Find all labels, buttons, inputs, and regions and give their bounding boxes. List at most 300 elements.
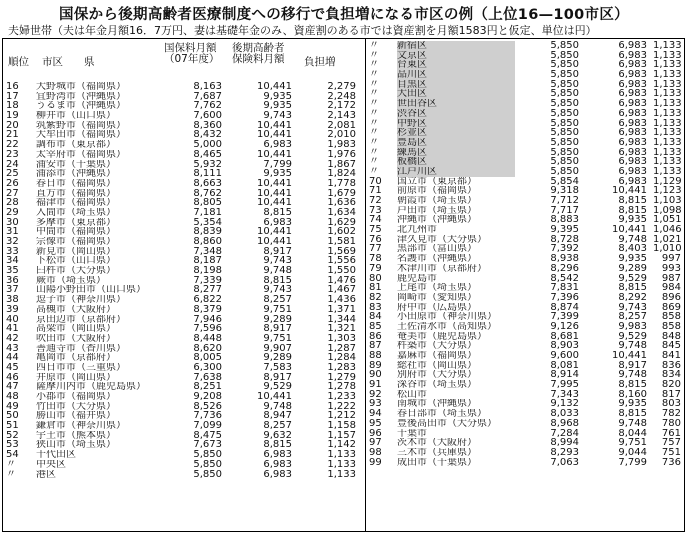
row-city: 高梁市（岡山県） xyxy=(36,324,116,334)
row-increase: 836 xyxy=(661,359,681,371)
row-city: 京田辺市（京都府） xyxy=(36,314,126,325)
row-kokuho: 7,392 xyxy=(550,243,579,255)
row-kokuho: 7,099 xyxy=(193,420,222,432)
row-koki: 8,257 xyxy=(263,420,292,432)
row-increase: 1,867 xyxy=(327,158,356,170)
row-city: 豊島区 xyxy=(397,138,515,148)
table-row xyxy=(4,411,364,421)
row-city: 目黒区 xyxy=(397,80,515,90)
header-kokuho: 国保料月額（07年度） xyxy=(164,42,220,65)
row-rank: 44 xyxy=(6,352,19,364)
row-increase: 1,133 xyxy=(653,88,682,100)
row-rank: 〃 xyxy=(369,136,379,148)
row-koki: 6,983 xyxy=(263,468,292,480)
row-increase: 1,133 xyxy=(653,69,682,81)
row-kokuho: 8,296 xyxy=(550,262,579,274)
row-rank: 90 xyxy=(369,369,382,381)
row-koki: 9,743 xyxy=(263,284,292,296)
row-koki: 10,441 xyxy=(612,185,647,197)
row-kokuho: 5,850 xyxy=(193,468,222,480)
row-rank: 〃 xyxy=(369,107,379,119)
row-koki: 6,983 xyxy=(263,139,292,151)
row-city: 蕨市（埼玉県） xyxy=(36,275,106,286)
row-city: 四日市市（三重県） xyxy=(36,362,126,373)
row-rank: 25 xyxy=(6,168,19,180)
row-kokuho: 7,339 xyxy=(193,274,222,286)
row-increase: 1,344 xyxy=(327,313,356,325)
row-city: 春日部市（埼玉県） xyxy=(397,409,487,419)
row-increase: 1,129 xyxy=(653,175,682,187)
row-koki: 9,751 xyxy=(263,332,292,344)
row-koki: 8,815 xyxy=(263,206,292,218)
row-koki: 9,748 xyxy=(618,369,647,381)
row-rank: 〃 xyxy=(369,78,379,90)
row-city: 沖縄市（沖縄県） xyxy=(397,215,477,226)
row-kokuho: 8,994 xyxy=(550,437,579,449)
row-kokuho: 6,822 xyxy=(193,294,222,306)
table-row xyxy=(4,160,364,170)
row-koki: 8,257 xyxy=(263,294,292,306)
row-koki: 9,935 xyxy=(618,398,647,410)
row-kokuho: 8,663 xyxy=(193,177,222,189)
row-city: 木津川市（京都府） xyxy=(397,263,487,274)
row-rank: 77 xyxy=(369,243,382,255)
row-rank: 71 xyxy=(369,185,382,197)
row-city: 府中市（広島県） xyxy=(397,302,477,313)
row-increase: 1,436 xyxy=(327,294,356,306)
row-koki: 9,935 xyxy=(618,214,647,226)
row-kokuho: 9,208 xyxy=(193,391,222,402)
row-koki: 8,917 xyxy=(263,323,292,335)
row-city: 中間市（福岡県） xyxy=(36,227,116,238)
row-increase: 803 xyxy=(661,398,681,410)
row-city: 別府市（大分県） xyxy=(397,370,477,381)
row-increase: 1,321 xyxy=(327,323,356,335)
row-koki: 9,748 xyxy=(618,340,647,352)
row-city: 小郡市（福岡県） xyxy=(36,392,116,402)
row-city: 浦安市（千葉県） xyxy=(36,159,116,170)
row-koki: 6,983 xyxy=(618,117,647,129)
table-row xyxy=(4,431,364,441)
row-city: 豊後高田市（大分県） xyxy=(397,418,497,429)
row-city: 国立市（東京都） xyxy=(397,176,477,187)
row-koki: 9,751 xyxy=(618,437,647,449)
row-koki: 6,983 xyxy=(618,88,647,100)
row-koki: 9,935 xyxy=(263,90,292,102)
row-rank: 83 xyxy=(369,301,382,313)
row-kokuho: 7,946 xyxy=(193,313,222,325)
document-subtitle: 夫婦世帯（夫は年金月額16．7万円、妻は基礎年金のみ、資産割のある市では資産割を月額1583円と仮定、単位は円） xyxy=(8,24,597,37)
row-rank: 79 xyxy=(369,262,382,274)
row-city: 直方市（福岡県） xyxy=(36,188,116,199)
row-city: 福津市（福岡県） xyxy=(36,198,116,208)
row-kokuho: 7,762 xyxy=(193,100,222,112)
row-rank: 78 xyxy=(369,253,382,265)
row-city: 鹿児島市 xyxy=(397,273,437,284)
row-koki: 8,815 xyxy=(618,204,647,216)
row-increase: 841 xyxy=(661,350,681,361)
row-kokuho: 5,850 xyxy=(550,156,579,168)
table-row xyxy=(4,111,364,121)
table-header-left xyxy=(4,41,364,82)
row-rank: 91 xyxy=(369,379,382,391)
row-kokuho: 5,854 xyxy=(550,175,579,187)
row-koki: 10,441 xyxy=(257,81,292,92)
row-increase: 1,824 xyxy=(327,168,356,180)
row-rank: 〃 xyxy=(369,59,379,71)
row-city: 津久見市（大分県） xyxy=(397,234,487,245)
row-city: 文京区 xyxy=(397,51,515,61)
row-increase: 1,051 xyxy=(653,214,682,226)
row-rank: 〃 xyxy=(369,88,379,100)
row-rank: 〃 xyxy=(6,468,16,480)
row-kokuho: 5,850 xyxy=(550,107,579,119)
header-koki: 後期高齢者保険料月額 xyxy=(232,42,285,65)
row-kokuho: 7,396 xyxy=(550,291,579,303)
row-increase: 1,550 xyxy=(327,265,356,277)
row-city: 深谷市（埼玉県） xyxy=(397,380,477,390)
row-increase: 1,629 xyxy=(327,216,356,228)
row-city: 杵築市（大分県） xyxy=(397,341,477,352)
row-rank: 75 xyxy=(369,224,382,236)
row-increase: 736 xyxy=(661,456,681,468)
table-row xyxy=(4,382,364,392)
row-kokuho: 8,187 xyxy=(193,255,222,267)
row-koki: 9,743 xyxy=(263,255,292,267)
row-city: 品川区 xyxy=(397,70,515,80)
row-city: うるま市（沖縄県） xyxy=(36,101,126,112)
table-row xyxy=(4,450,364,460)
row-rank: 50 xyxy=(6,410,19,422)
row-rank: 31 xyxy=(6,226,19,238)
row-rank: 73 xyxy=(369,204,382,216)
row-increase: 1,158 xyxy=(327,420,356,432)
row-rank: 22 xyxy=(6,139,19,151)
row-city: 茨木市（大阪府） xyxy=(397,438,477,448)
column-divider xyxy=(365,38,366,532)
row-increase: 1,133 xyxy=(653,107,682,119)
row-increase: 1,133 xyxy=(327,458,356,470)
row-city: 台東区 xyxy=(397,60,515,70)
row-increase: 1,133 xyxy=(327,468,356,480)
row-city: 大田区 xyxy=(397,89,515,99)
row-city: 渋谷区 xyxy=(397,109,515,119)
row-koki: 8,257 xyxy=(618,311,647,323)
row-kokuho: 8,251 xyxy=(193,381,222,393)
row-kokuho: 5,850 xyxy=(550,78,579,90)
row-rank: 51 xyxy=(6,420,19,432)
table-row xyxy=(4,121,364,131)
row-kokuho: 7,063 xyxy=(550,456,579,468)
row-city: 鎌倉市（神奈川県） xyxy=(36,421,126,431)
row-increase: 1,556 xyxy=(327,255,356,267)
row-kokuho: 8,914 xyxy=(550,369,579,381)
row-rank: 40 xyxy=(6,313,19,325)
row-rank: 48 xyxy=(6,391,19,402)
row-kokuho: 8,860 xyxy=(193,236,222,247)
row-rank: 53 xyxy=(6,439,19,451)
row-increase: 1,133 xyxy=(653,156,682,168)
row-rank: 93 xyxy=(369,398,382,410)
row-increase: 1,233 xyxy=(327,391,356,402)
table-body-left xyxy=(4,82,364,479)
row-city: 南城市（沖縄県） xyxy=(397,399,477,410)
row-city: 善通寺市（香川県） xyxy=(36,343,126,354)
row-increase: 757 xyxy=(661,437,681,449)
row-kokuho: 6,300 xyxy=(193,361,222,373)
row-city: 新宿区 xyxy=(397,41,515,51)
row-increase: 1,133 xyxy=(653,40,682,51)
header-rank: 順位 xyxy=(8,56,29,68)
row-koki: 8,815 xyxy=(618,195,647,206)
table-row xyxy=(367,458,685,468)
row-kokuho: 8,681 xyxy=(550,330,579,342)
row-increase: 1,133 xyxy=(653,98,682,110)
row-increase: 1,976 xyxy=(327,148,356,160)
row-city: 柳井市（山口県） xyxy=(36,111,116,121)
row-kokuho: 8,903 xyxy=(550,340,579,352)
table-row xyxy=(4,189,364,199)
table-row xyxy=(4,470,364,480)
row-koki: 9,748 xyxy=(263,265,292,277)
row-rank: 86 xyxy=(369,330,382,342)
row-koki: 8,947 xyxy=(263,410,292,422)
row-koki: 10,441 xyxy=(257,187,292,199)
row-increase: 1,133 xyxy=(653,165,682,177)
row-city: 上尾市（埼玉県） xyxy=(397,283,477,293)
row-increase: 1,212 xyxy=(327,410,356,422)
row-city: 松山市 xyxy=(397,389,427,400)
row-koki: 8,160 xyxy=(618,388,647,400)
row-city: 井原市（岡山県） xyxy=(36,372,116,383)
row-increase: 869 xyxy=(661,301,681,313)
row-kokuho: 5,354 xyxy=(193,216,222,228)
row-koki: 9,907 xyxy=(263,342,292,354)
row-kokuho: 5,850 xyxy=(550,40,579,51)
row-koki: 6,983 xyxy=(618,156,647,168)
row-increase: 1,123 xyxy=(653,185,682,197)
table-row xyxy=(4,227,364,237)
row-increase: 2,143 xyxy=(327,110,356,122)
row-kokuho: 7,995 xyxy=(550,379,579,391)
row-rank: 28 xyxy=(6,197,19,209)
row-rank: 33 xyxy=(6,245,19,257)
row-koki: 9,748 xyxy=(618,233,647,245)
row-city: 吹田市（大阪府） xyxy=(36,333,116,344)
row-increase: 1,098 xyxy=(653,204,682,216)
row-city: 調布市（東京都） xyxy=(36,140,116,150)
row-kokuho: 8,448 xyxy=(193,332,222,344)
row-rank: 89 xyxy=(369,359,382,371)
row-increase: 997 xyxy=(661,253,681,265)
row-rank: 21 xyxy=(6,129,19,141)
row-rank: 39 xyxy=(6,303,19,315)
row-koki: 6,983 xyxy=(618,40,647,51)
row-rank: 36 xyxy=(6,274,19,286)
row-kokuho: 8,360 xyxy=(193,119,222,131)
row-koki: 9,748 xyxy=(618,417,647,429)
row-koki: 8,815 xyxy=(618,408,647,420)
row-rank: 72 xyxy=(369,195,382,206)
table-row xyxy=(4,353,364,363)
table-body-right xyxy=(367,41,685,467)
table-row xyxy=(4,150,364,160)
row-kokuho: 7,638 xyxy=(193,371,222,383)
document-title: 国保から後期高齢者医療制度への移行で負担増になる市区の例（上位16—100市区） xyxy=(59,7,629,23)
row-rank: 24 xyxy=(6,158,19,170)
row-increase: 782 xyxy=(661,408,681,420)
row-increase: 1,569 xyxy=(327,245,356,257)
row-koki: 6,983 xyxy=(618,59,647,71)
row-increase: 834 xyxy=(661,369,681,381)
table-row xyxy=(4,92,364,102)
row-kokuho: 9,600 xyxy=(550,350,579,361)
row-kokuho: 7,831 xyxy=(550,282,579,294)
row-increase: 1,133 xyxy=(653,78,682,90)
row-increase: 820 xyxy=(661,379,681,391)
row-rank: 42 xyxy=(6,332,19,344)
row-kokuho: 8,938 xyxy=(550,253,579,265)
row-increase: 1,133 xyxy=(653,127,682,139)
row-kokuho: 5,850 xyxy=(550,146,579,158)
row-city: 江戸川区 xyxy=(397,167,515,177)
row-kokuho: 8,033 xyxy=(550,408,579,420)
row-kokuho: 7,600 xyxy=(193,110,222,122)
row-increase: 1,634 xyxy=(327,206,356,218)
table-row xyxy=(4,324,364,334)
row-rank: 〃 xyxy=(369,156,379,168)
row-city: 宇土市（熊本県） xyxy=(36,430,116,441)
row-kokuho: 7,596 xyxy=(193,323,222,335)
row-increase: 1,284 xyxy=(327,352,356,364)
row-koki: 6,983 xyxy=(618,98,647,110)
row-city: 奄美市（鹿児島県） xyxy=(397,331,487,342)
row-rank: 47 xyxy=(6,381,19,393)
row-koki: 8,917 xyxy=(263,245,292,257)
row-kokuho: 7,181 xyxy=(193,206,222,218)
table-row xyxy=(4,315,364,325)
row-rank: 30 xyxy=(6,216,19,228)
row-rank: 80 xyxy=(369,272,382,284)
table-row xyxy=(4,440,364,450)
row-rank: 98 xyxy=(369,446,382,458)
row-koki: 6,983 xyxy=(263,216,292,228)
row-kokuho: 7,673 xyxy=(193,439,222,451)
row-koki: 8,292 xyxy=(618,291,647,303)
row-city: 三木市（兵庫県） xyxy=(397,447,477,458)
row-kokuho: 7,399 xyxy=(550,311,579,323)
row-increase: 845 xyxy=(661,340,681,352)
row-increase: 1,983 xyxy=(327,139,356,151)
row-city: 杉並区 xyxy=(397,128,515,138)
table-row xyxy=(4,295,364,305)
row-rank: 29 xyxy=(6,206,19,218)
left-table-column xyxy=(4,41,364,479)
row-koki: 6,983 xyxy=(263,458,292,470)
table-row xyxy=(4,82,364,92)
row-increase: 1,222 xyxy=(327,400,356,412)
table-row xyxy=(4,276,364,286)
row-kokuho: 8,081 xyxy=(550,359,579,371)
row-increase: 1,021 xyxy=(653,233,682,245)
table-row xyxy=(4,402,364,412)
row-city: 千代田区 xyxy=(36,450,76,460)
row-kokuho: 5,850 xyxy=(550,165,579,177)
row-koki: 9,529 xyxy=(263,381,292,393)
row-city: 亀岡市（京都府） xyxy=(36,353,116,363)
row-rank: 〃 xyxy=(369,146,379,158)
row-increase: 1,283 xyxy=(327,361,356,373)
row-kokuho: 9,126 xyxy=(550,320,579,332)
row-city: 練馬区 xyxy=(397,148,515,158)
row-city: 成田市（千葉県） xyxy=(397,457,477,468)
row-rank: 49 xyxy=(6,400,19,412)
row-koki: 10,441 xyxy=(257,391,292,402)
row-rank: 〃 xyxy=(369,49,379,61)
row-kokuho: 8,005 xyxy=(193,352,222,364)
row-kokuho: 5,850 xyxy=(193,449,222,461)
table-row xyxy=(4,305,364,315)
row-city: 名護市（沖縄県） xyxy=(397,254,477,264)
row-kokuho: 8,198 xyxy=(193,265,222,277)
row-rank: 45 xyxy=(6,361,19,373)
row-kokuho: 8,277 xyxy=(193,284,222,296)
row-rank: 19 xyxy=(6,110,19,122)
table-row xyxy=(4,256,364,266)
row-rank: 〃 xyxy=(369,98,379,110)
row-koki: 8,815 xyxy=(263,439,292,451)
table-row xyxy=(4,344,364,354)
row-koki: 9,935 xyxy=(263,100,292,112)
table-row xyxy=(4,208,364,218)
row-kokuho: 7,343 xyxy=(550,388,579,400)
row-increase: 1,371 xyxy=(327,303,356,315)
row-kokuho: 7,348 xyxy=(193,245,222,257)
row-kokuho: 8,111 xyxy=(193,168,222,180)
row-rank: 85 xyxy=(369,320,382,332)
row-increase: 1,133 xyxy=(653,136,682,148)
row-koki: 10,441 xyxy=(257,148,292,160)
row-rank: 17 xyxy=(6,90,19,102)
row-rank: 20 xyxy=(6,119,19,131)
row-kokuho: 5,850 xyxy=(550,136,579,148)
row-rank: 82 xyxy=(369,291,382,303)
row-koki: 8,917 xyxy=(618,359,647,371)
row-city: 筑紫野市（福岡県） xyxy=(36,120,126,131)
row-kokuho: 8,839 xyxy=(193,226,222,238)
table-row xyxy=(4,363,364,373)
row-kokuho: 5,850 xyxy=(550,117,579,129)
row-rank: 52 xyxy=(6,429,19,441)
row-rank: 26 xyxy=(6,177,19,189)
row-kokuho: 8,379 xyxy=(193,303,222,315)
row-kokuho: 5,932 xyxy=(193,158,222,170)
row-increase: 984 xyxy=(661,282,681,294)
table-row xyxy=(4,334,364,344)
row-koki: 6,983 xyxy=(618,136,647,148)
row-city: 多摩市（東京都） xyxy=(36,217,116,228)
row-city: 港区 xyxy=(36,469,56,480)
row-rank: 70 xyxy=(369,175,382,187)
row-kokuho: 7,736 xyxy=(193,410,222,422)
row-kokuho: 8,762 xyxy=(193,187,222,199)
row-kokuho: 8,728 xyxy=(550,233,579,245)
row-city: 前原市（福岡県） xyxy=(397,186,477,197)
row-increase: 858 xyxy=(661,320,681,332)
row-city: 北九州市 xyxy=(397,225,437,235)
row-city: 逗子市（神奈川県） xyxy=(36,295,126,305)
row-koki: 7,799 xyxy=(618,456,647,468)
